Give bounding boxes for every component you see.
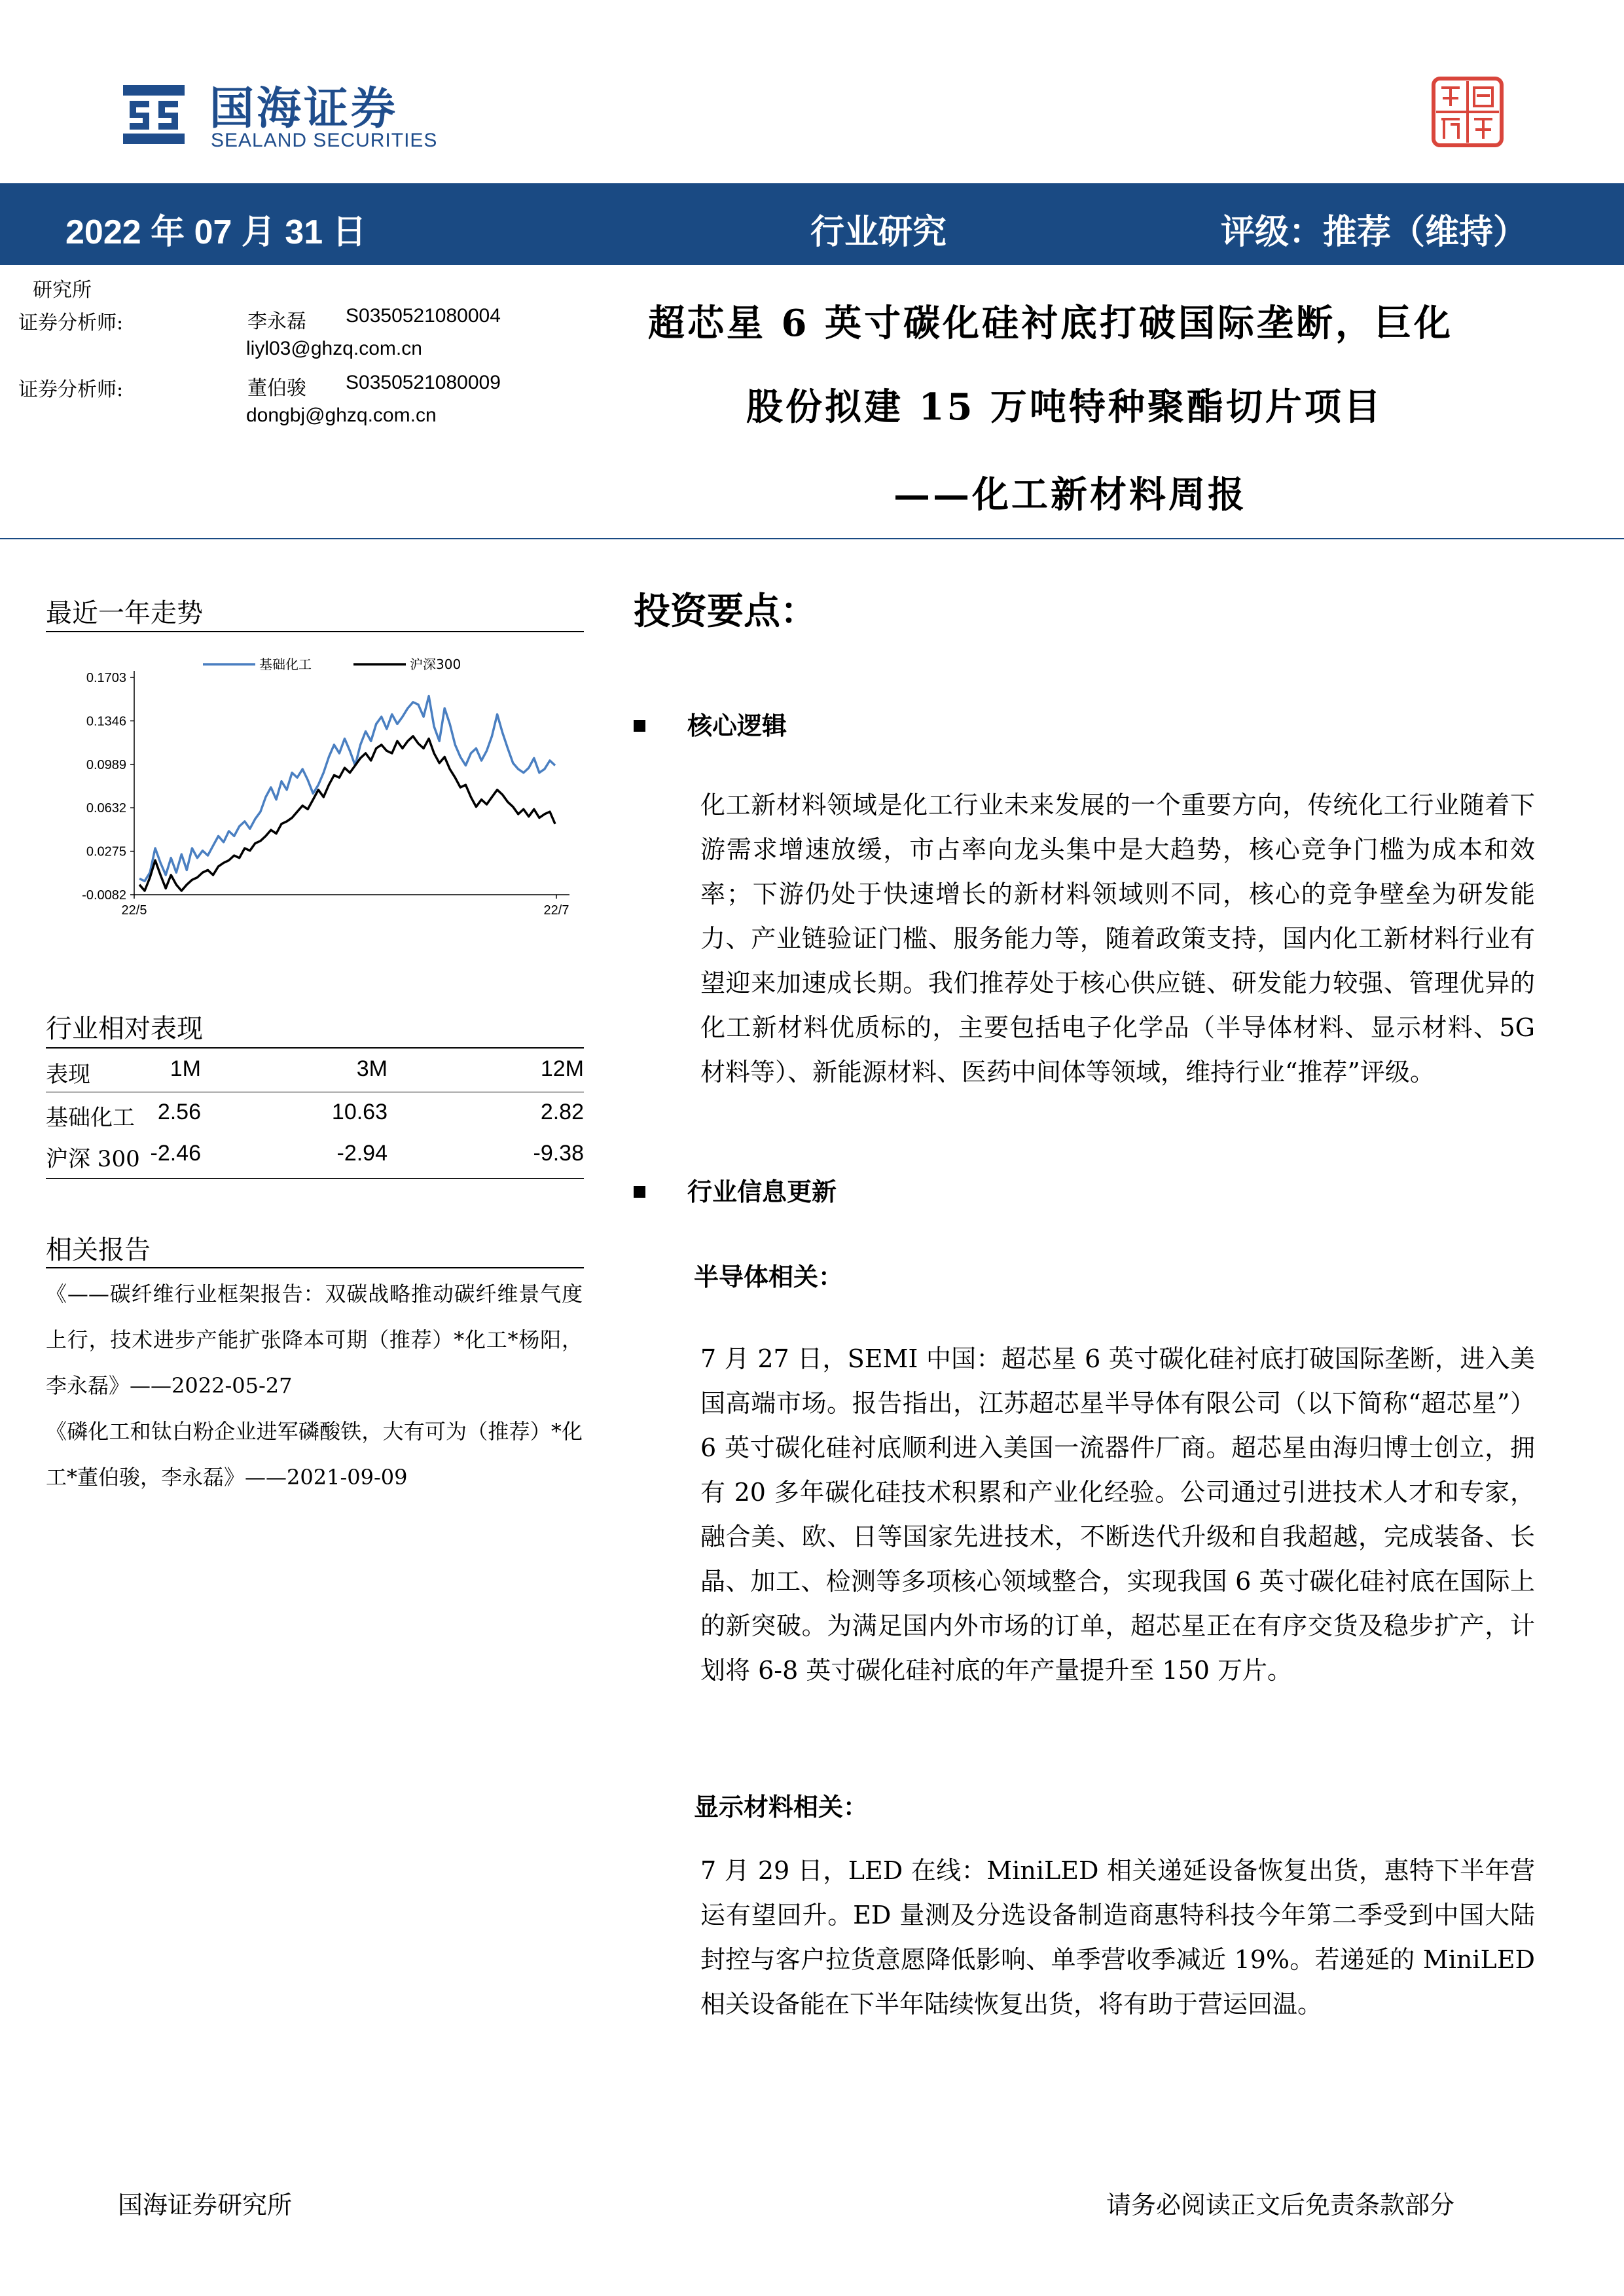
trend-heading-rule xyxy=(46,631,584,632)
analyst-role-2: 证券分析师: xyxy=(18,378,124,401)
footer-left: 国海证券研究所 xyxy=(118,2191,293,2219)
value-1m: -2.46 xyxy=(150,1141,201,1166)
footer-disclaimer: 请务必阅读正文后免责条款部分 xyxy=(1106,2191,1455,2219)
analyst-cert-1: S0350521080004 xyxy=(346,305,501,327)
research-institute-seal-icon xyxy=(1431,76,1504,148)
table-row xyxy=(46,1100,584,1139)
value-12m: 2.82 xyxy=(540,1100,584,1124)
semiconductor-paragraph: 7 月 27 日，SEMI 中国：超芯星 6 英寸碳化硅衬底打破国际垄断，进入美国高端市场。报告指出，江苏超芯星半导体有限公司（以下简称“超芯星”）6 英寸碳化硅衬底顺利进入美国一流器件厂商。超芯星由海归博士创立，拥有 20 多年碳化硅技术积累和产业化经验。公司通过引进技术人才和专家，融合美、欧、日等国家先进技术，不断迭代升级和自我超越，完成装备、长晶、加工、检测等多项核心领域整合，实现我国 6 英寸碳化硅衬底在国际上的新突破。为满足国内外市场的订单，超芯星正在有序交货及稳步扩产，计划将 6-8 英寸碳化硅衬底的年产量提升至 150 万片。 xyxy=(700,1344,1535,1685)
report-subtitle: ——化工新材料周报 xyxy=(893,473,1247,516)
y-tick-label: 0.0989 xyxy=(86,757,126,772)
col-header-12m: 12M xyxy=(540,1056,584,1081)
y-tick-label: -0.0082 xyxy=(82,888,126,903)
table-row xyxy=(46,1141,584,1180)
report-title-line-1: 超芯星 6 英寸碳化硅衬底打破国际垄断，巨化 xyxy=(648,302,1453,345)
analyst-role-1: 证券分析师: xyxy=(18,312,124,334)
industry-update-label: 行业信息更新 xyxy=(687,1177,837,1206)
industry-update-heading xyxy=(634,1172,837,1208)
row-label: 基础化工 xyxy=(46,1105,135,1131)
report-date: 2022 年 07 月 31 日 xyxy=(65,213,367,251)
core-logic-heading xyxy=(634,706,787,742)
value-12m: -9.38 xyxy=(533,1141,584,1166)
logo-english-name: SEALAND SECURITIES xyxy=(211,130,438,151)
series-line-chemical xyxy=(139,696,555,882)
value-3m: -2.94 xyxy=(336,1141,388,1166)
value-3m: 10.63 xyxy=(331,1100,388,1124)
title-divider xyxy=(0,538,1624,539)
logo-chinese-name: 国海证券 xyxy=(209,83,399,135)
analyst-name-1: 李永磊 xyxy=(247,310,306,333)
col-header-label: 表现 xyxy=(46,1062,90,1088)
semiconductor-heading: 半导体相关： xyxy=(694,1262,844,1291)
related-report-item[interactable]: 《——碳纤维行业框架报告：双碳战略推动碳纤维景气度上行，技术进步产能扩张降本可期（推荐）*化工*杨阳，李永磊》——2022-05-27 xyxy=(46,1282,583,1398)
col-header-1m: 1M xyxy=(170,1056,201,1081)
performance-header-row xyxy=(46,1056,584,1096)
y-tick-label: 0.0632 xyxy=(86,801,126,816)
core-logic-paragraph: 化工新材料领域是化工行业未来发展的一个重要方向，传统化工行业随着下游需求增速放缓，市占率向龙头集中是大趋势，核心竞争门槛为成本和效率；下游仍处于快速增长的新材料领域则不同，核心的竞争壁垒为研发能力、产业链验证门槛、服务能力等，随着政策支持，国内化工新材料行业有望迎来加速成长期。我们推荐处于核心供应链、研发能力较强、管理优异的化工新材料优质标的，主要包括电子化学品（半导体材料、显示材料、5G 材料等）、新能源材料、医药中间体等领域，维持行业“推荐”评级。 xyxy=(700,791,1535,1086)
legend-label: 基础化工 xyxy=(259,656,312,672)
value-1m: 2.56 xyxy=(157,1100,201,1124)
report-type: 行业研究 xyxy=(810,212,947,252)
bullet-square-icon xyxy=(634,720,645,732)
core-logic-label: 核心逻辑 xyxy=(687,711,787,740)
row-label: 沪深 300 xyxy=(46,1146,140,1172)
display-materials-paragraph: 7 月 29 日，LED 在线：MiniLED 相关递延设备恢复出货，惠特下半年营运有望回升。ED 量测及分选设备制造商惠特科技今年第二季受到中国大陆封控与客户拉货意愿降低影响、单季营收季减近 19%。若递延的 MiniLED 相关设备能在下半年陆续恢复出货，将有助于营运回温。 xyxy=(700,1856,1535,2018)
trend-line-chart xyxy=(46,638,584,933)
performance-bottom-rule xyxy=(46,1178,584,1179)
performance-heading: 行业相对表现 xyxy=(46,1014,203,1044)
analyst-email-1: liyl03@ghzq.com.cn xyxy=(246,338,422,359)
company-logo-icon xyxy=(118,79,190,151)
bullet-square-icon xyxy=(634,1186,645,1198)
analyst-cert-2: S0350521080009 xyxy=(346,372,501,393)
related-heading-rule xyxy=(46,1267,584,1268)
legend-label: 沪深300 xyxy=(410,656,461,672)
report-title-line-2: 股份拟建 15 万吨特种聚酯切片项目 xyxy=(746,386,1383,429)
x-tick-label: 22/5 xyxy=(121,903,147,918)
investment-points-heading: 投资要点： xyxy=(634,590,817,633)
series-line-hs300 xyxy=(139,736,555,891)
analyst-email-2: dongbj@ghzq.com.cn xyxy=(246,404,437,426)
y-tick-label: 0.1346 xyxy=(86,714,126,729)
performance-heading-rule xyxy=(46,1047,584,1049)
col-header-3m: 3M xyxy=(356,1056,388,1081)
display-materials-heading: 显示材料相关： xyxy=(694,1792,869,1821)
department-label: 研究所 xyxy=(33,279,92,302)
related-reports-heading: 相关报告 xyxy=(46,1235,151,1265)
y-tick-label: 0.0275 xyxy=(86,844,126,859)
industry-rating: 评级：推荐（维持） xyxy=(1221,212,1528,252)
y-tick-label: 0.1703 xyxy=(86,671,126,685)
analyst-name-2: 董伯骏 xyxy=(247,377,306,400)
related-report-item[interactable]: 《磷化工和钛白粉企业进军磷酸铁，大有可为（推荐）*化工*董伯骏，李永磊》——2021-09-09 xyxy=(46,1419,583,1490)
trend-heading: 最近一年走势 xyxy=(46,598,203,628)
x-tick-label: 22/7 xyxy=(543,903,569,918)
